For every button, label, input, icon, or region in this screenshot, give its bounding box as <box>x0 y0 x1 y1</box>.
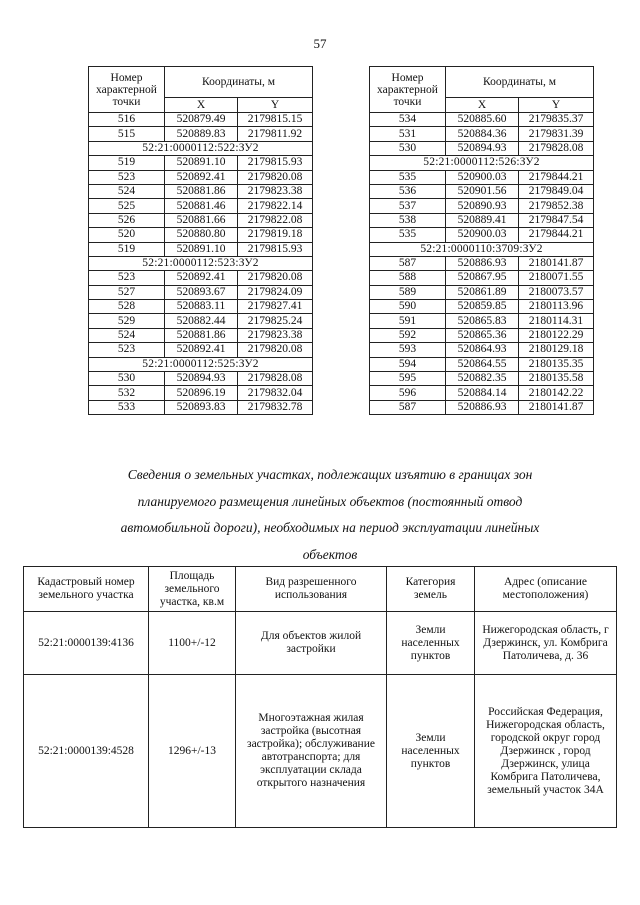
y-coordinate-cell: 2179820.08 <box>238 170 313 184</box>
x-coordinate-cell: 520889.83 <box>165 127 238 141</box>
point-number-cell: 531 <box>370 127 446 141</box>
parcel-section-row <box>89 256 313 270</box>
point-number-cell: 526 <box>89 213 165 227</box>
table-row <box>370 271 594 285</box>
heading-line: объектов <box>302 546 358 562</box>
table-row <box>89 285 313 299</box>
point-number-cell: 594 <box>370 357 446 371</box>
permitted-use-cell: Для объектов жилой застройки <box>236 612 387 675</box>
x-header: X <box>165 98 238 113</box>
table-row <box>89 242 313 256</box>
table-row <box>89 213 313 227</box>
heading-line: Сведения о земельных участках, подлежащих изъятию в границах зон <box>127 467 533 482</box>
parcel-section-label: 52:21:0000112:522:ЗУ2 <box>89 141 313 155</box>
address-cell: Российская Федерация, Нижегородская область, городской округ город Дзержинск , город Дзержинск, улица Комбрига Патоличева, земельный участок 34А <box>475 675 617 828</box>
y-coordinate-cell: 2180135.35 <box>519 357 594 371</box>
x-coordinate-cell: 520886.93 <box>446 256 519 270</box>
table-row <box>89 170 313 184</box>
point-number-cell: 530 <box>89 372 165 386</box>
cadastral-number-header: Кадастровый номер земельного участка <box>24 567 149 612</box>
y-coordinate-cell: 2179823.38 <box>238 328 313 342</box>
point-number-cell: 595 <box>370 372 446 386</box>
x-coordinate-cell: 520893.67 <box>165 285 238 299</box>
table-row <box>370 357 594 371</box>
x-coordinate-cell: 520886.93 <box>446 400 519 414</box>
x-coordinate-cell: 520859.85 <box>446 300 519 314</box>
y-coordinate-cell: 2179819.18 <box>238 228 313 242</box>
table-row <box>370 113 594 127</box>
y-coordinate-cell: 2179827.41 <box>238 300 313 314</box>
area-header: Площадь земельного участка, кв.м <box>149 567 236 612</box>
x-coordinate-cell: 520881.86 <box>165 328 238 342</box>
point-number-cell: 596 <box>370 386 446 400</box>
address-header: Адрес (описание местоположения) <box>475 567 617 612</box>
x-coordinate-cell: 520900.03 <box>446 228 519 242</box>
point-number-cell: 587 <box>370 400 446 414</box>
point-number-cell: 589 <box>370 285 446 299</box>
y-coordinate-cell: 2179824.09 <box>238 285 313 299</box>
point-number-cell: 537 <box>370 199 446 213</box>
point-number-cell: 519 <box>89 156 165 170</box>
point-number-cell: 527 <box>89 285 165 299</box>
x-coordinate-cell: 520894.93 <box>446 141 519 155</box>
table-row <box>370 314 594 328</box>
table-row <box>370 199 594 213</box>
point-number-cell: 532 <box>89 386 165 400</box>
y-coordinate-cell: 2179844.21 <box>519 228 594 242</box>
x-coordinate-cell: 520867.95 <box>446 271 519 285</box>
table-row <box>89 372 313 386</box>
y-coordinate-cell: 2179823.38 <box>238 184 313 198</box>
table-row <box>89 300 313 314</box>
point-number-header: Номер характерной точки <box>370 67 446 113</box>
table-row <box>89 400 313 414</box>
table-row <box>370 213 594 227</box>
point-number-cell: 536 <box>370 184 446 198</box>
x-coordinate-cell: 520891.10 <box>165 242 238 256</box>
point-number-cell: 525 <box>89 199 165 213</box>
y-coordinate-cell: 2179820.08 <box>238 271 313 285</box>
y-coordinate-cell: 2179820.08 <box>238 343 313 357</box>
point-number-cell: 528 <box>89 300 165 314</box>
parcel-section-row <box>89 357 313 371</box>
point-number-cell: 515 <box>89 127 165 141</box>
y-coordinate-cell: 2179832.04 <box>238 386 313 400</box>
y-coordinate-cell: 2180141.87 <box>519 256 594 270</box>
point-number-cell: 587 <box>370 256 446 270</box>
parcel-section-label: 52:21:0000112:523:ЗУ2 <box>89 256 313 270</box>
land-category-header: Категория земель <box>387 567 475 612</box>
area-cell: 1100+/-12 <box>149 612 236 675</box>
y-coordinate-cell: 2179825.24 <box>238 314 313 328</box>
point-number-cell: 524 <box>89 328 165 342</box>
table-row <box>24 612 617 675</box>
y-coordinate-cell: 2180073.57 <box>519 285 594 299</box>
table-row <box>370 400 594 414</box>
point-number-header: Номер характерной точки <box>89 67 165 113</box>
y-coordinate-cell: 2180142.22 <box>519 386 594 400</box>
x-coordinate-cell: 520880.80 <box>165 228 238 242</box>
y-coordinate-cell: 2179832.78 <box>238 400 313 414</box>
parcel-section-row <box>370 242 594 256</box>
land-parcels-table <box>23 566 617 828</box>
point-number-cell: 533 <box>89 400 165 414</box>
table-row <box>89 199 313 213</box>
x-coordinate-cell: 520891.10 <box>165 156 238 170</box>
permitted-use-header: Вид разрешенного использования <box>236 567 387 612</box>
x-coordinate-cell: 520892.41 <box>165 170 238 184</box>
x-coordinate-cell: 520900.03 <box>446 170 519 184</box>
permitted-use-cell: Многоэтажная жилая застройка (высотная застройка); обслуживание автотранспорта; для эксплуатации склада открытого назначения <box>236 675 387 828</box>
point-number-cell: 593 <box>370 343 446 357</box>
point-number-cell: 520 <box>89 228 165 242</box>
table-row <box>89 343 313 357</box>
y-coordinate-cell: 2179822.08 <box>238 213 313 227</box>
coordinates-table-left <box>88 66 313 415</box>
table-row <box>24 675 617 828</box>
x-coordinate-cell: 520894.93 <box>165 372 238 386</box>
table-row <box>370 300 594 314</box>
coordinates-header: Координаты, м <box>165 67 313 98</box>
x-coordinate-cell: 520890.93 <box>446 199 519 213</box>
cadastral-number-cell: 52:21:0000139:4136 <box>24 612 149 675</box>
y-coordinate-cell: 2179831.39 <box>519 127 594 141</box>
x-coordinate-cell: 520882.44 <box>165 314 238 328</box>
point-number-cell: 588 <box>370 271 446 285</box>
table-row <box>370 127 594 141</box>
y-coordinate-cell: 2180113.96 <box>519 300 594 314</box>
table-row <box>89 314 313 328</box>
y-coordinate-cell: 2179815.15 <box>238 113 313 127</box>
coordinates-table-right <box>369 66 594 415</box>
heading-line: планируемого размещения линейных объектов (постоянный отвод <box>137 493 523 509</box>
y-coordinate-cell: 2179828.08 <box>238 372 313 386</box>
y-coordinate-cell: 2180114.31 <box>519 314 594 328</box>
point-number-cell: 516 <box>89 113 165 127</box>
point-number-cell: 523 <box>89 343 165 357</box>
table-row <box>370 141 594 155</box>
x-coordinate-cell: 520883.11 <box>165 300 238 314</box>
y-coordinate-cell: 2180122.29 <box>519 328 594 342</box>
y-coordinate-cell: 2179852.38 <box>519 199 594 213</box>
point-number-cell: 523 <box>89 170 165 184</box>
table-row <box>370 256 594 270</box>
y-header: Y <box>238 98 313 113</box>
page-number: 57 <box>313 36 327 51</box>
table-row <box>89 386 313 400</box>
x-coordinate-cell: 520884.14 <box>446 386 519 400</box>
y-coordinate-cell: 2180129.18 <box>519 343 594 357</box>
y-header: Y <box>519 98 594 113</box>
x-coordinate-cell: 520882.35 <box>446 372 519 386</box>
point-number-cell: 530 <box>370 141 446 155</box>
y-coordinate-cell: 2180141.87 <box>519 400 594 414</box>
coordinates-header: Координаты, м <box>446 67 594 98</box>
y-coordinate-cell: 2179828.08 <box>519 141 594 155</box>
point-number-cell: 535 <box>370 228 446 242</box>
x-coordinate-cell: 520864.93 <box>446 343 519 357</box>
table-row <box>89 228 313 242</box>
x-coordinate-cell: 520901.56 <box>446 184 519 198</box>
table-row <box>370 386 594 400</box>
x-coordinate-cell: 520865.36 <box>446 328 519 342</box>
land-category-cell: Земли населенных пунктов <box>387 612 475 675</box>
point-number-cell: 591 <box>370 314 446 328</box>
y-coordinate-cell: 2179822.14 <box>238 199 313 213</box>
y-coordinate-cell: 2179844.21 <box>519 170 594 184</box>
y-coordinate-cell: 2179835.37 <box>519 113 594 127</box>
point-number-cell: 523 <box>89 271 165 285</box>
y-coordinate-cell: 2180135.58 <box>519 372 594 386</box>
y-coordinate-cell: 2179815.93 <box>238 242 313 256</box>
table-row <box>370 228 594 242</box>
point-number-cell: 529 <box>89 314 165 328</box>
point-number-cell: 534 <box>370 113 446 127</box>
table-row <box>370 372 594 386</box>
point-number-cell: 592 <box>370 328 446 342</box>
section-heading <box>70 462 590 568</box>
y-coordinate-cell: 2179815.93 <box>238 156 313 170</box>
point-number-cell: 535 <box>370 170 446 184</box>
parcel-section-label: 52:21:0000112:526:ЗУ2 <box>370 156 594 170</box>
address-cell: Нижегородская область, г Дзержинск, ул. Комбрига Патоличева, д. 36 <box>475 612 617 675</box>
table-row <box>370 285 594 299</box>
x-coordinate-cell: 520881.46 <box>165 199 238 213</box>
y-coordinate-cell: 2179847.54 <box>519 213 594 227</box>
x-coordinate-cell: 520881.66 <box>165 213 238 227</box>
x-coordinate-cell: 520892.41 <box>165 271 238 285</box>
x-coordinate-cell: 520864.55 <box>446 357 519 371</box>
table-row <box>89 328 313 342</box>
point-number-cell: 590 <box>370 300 446 314</box>
land-category-cell: Земли населенных пунктов <box>387 675 475 828</box>
y-coordinate-cell: 2180071.55 <box>519 271 594 285</box>
x-coordinate-cell: 520884.36 <box>446 127 519 141</box>
x-coordinate-cell: 520896.19 <box>165 386 238 400</box>
parcel-section-label: 52:21:0000112:525:ЗУ2 <box>89 357 313 371</box>
table-row <box>370 170 594 184</box>
table-row <box>89 113 313 127</box>
y-coordinate-cell: 2179849.04 <box>519 184 594 198</box>
parcel-section-row <box>89 141 313 155</box>
parcel-section-label: 52:21:0000110:3709:ЗУ2 <box>370 242 594 256</box>
table-row <box>89 184 313 198</box>
point-number-cell: 538 <box>370 213 446 227</box>
cadastral-number-cell: 52:21:0000139:4528 <box>24 675 149 828</box>
x-coordinate-cell: 520861.89 <box>446 285 519 299</box>
x-coordinate-cell: 520889.41 <box>446 213 519 227</box>
parcel-section-row <box>370 156 594 170</box>
table-row <box>370 343 594 357</box>
x-coordinate-cell: 520892.41 <box>165 343 238 357</box>
x-coordinate-cell: 520865.83 <box>446 314 519 328</box>
point-number-cell: 524 <box>89 184 165 198</box>
point-number-cell: 519 <box>89 242 165 256</box>
x-coordinate-cell: 520881.86 <box>165 184 238 198</box>
table-row <box>370 184 594 198</box>
x-header: X <box>446 98 519 113</box>
x-coordinate-cell: 520893.83 <box>165 400 238 414</box>
table-row <box>370 328 594 342</box>
y-coordinate-cell: 2179811.92 <box>238 127 313 141</box>
table-row <box>89 271 313 285</box>
table-row <box>89 127 313 141</box>
table-row <box>89 156 313 170</box>
x-coordinate-cell: 520879.49 <box>165 113 238 127</box>
x-coordinate-cell: 520885.60 <box>446 113 519 127</box>
heading-line: автомобильной дороги), необходимых на период эксплуатации линейных <box>120 520 540 535</box>
area-cell: 1296+/-13 <box>149 675 236 828</box>
